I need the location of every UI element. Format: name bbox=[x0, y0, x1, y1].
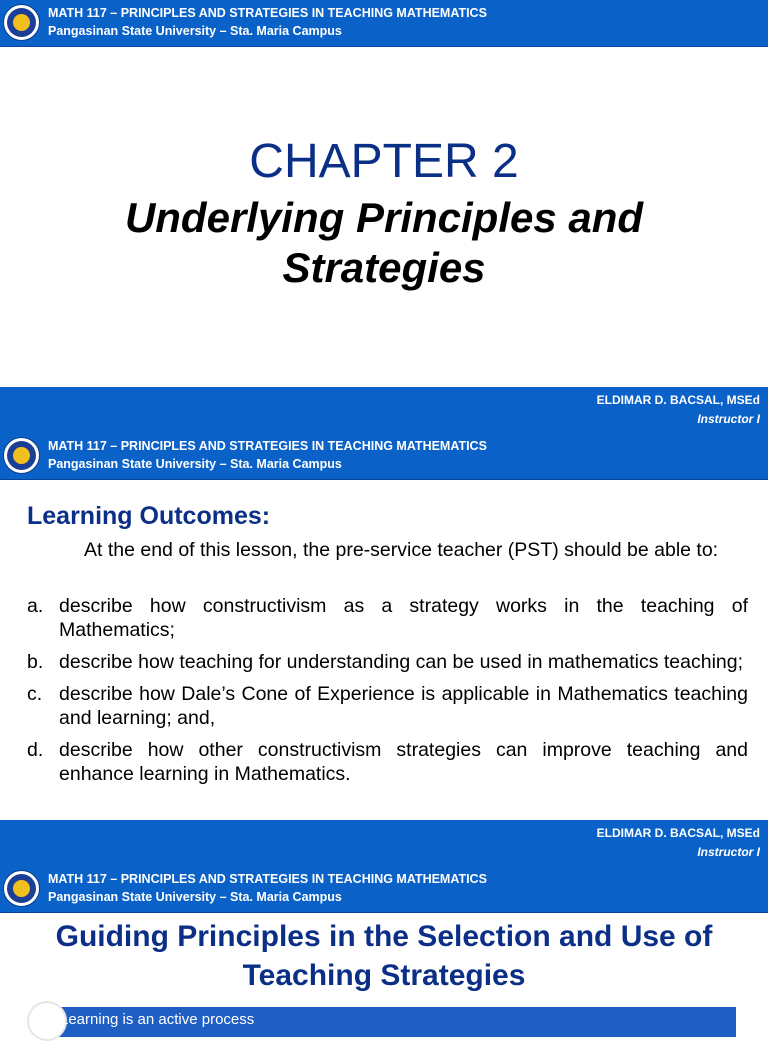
list-marker: a. bbox=[27, 595, 44, 617]
list-item bbox=[27, 594, 748, 642]
instructor-role: Instructor I bbox=[697, 412, 760, 426]
instructor-role: Instructor I bbox=[697, 845, 760, 859]
learning-outcomes-intro: At the end of this lesson, the pre-service teacher (PST) should be able to: bbox=[84, 539, 719, 561]
list-item bbox=[27, 682, 748, 730]
guiding-principles-title bbox=[0, 917, 768, 995]
slide-footer bbox=[0, 387, 768, 433]
slide-footer bbox=[0, 820, 768, 866]
campus-name: Pangasinan State University – Sta. Maria Campus bbox=[48, 890, 342, 904]
guiding-principles-title-line1: Guiding Principles in the Selection and Use of bbox=[55, 920, 713, 953]
slide-header bbox=[0, 866, 768, 913]
list-marker: b. bbox=[27, 651, 44, 673]
slide-chapter bbox=[0, 0, 768, 433]
learning-outcomes-list bbox=[27, 594, 748, 794]
list-item bbox=[27, 650, 748, 674]
chapter-title: CHAPTER 2 bbox=[249, 135, 519, 188]
instructor-name: ELDIMAR D. BACSAL, MSEd bbox=[596, 826, 760, 840]
list-marker: c. bbox=[27, 683, 43, 705]
principle-item-text: Learning is an active process bbox=[60, 1011, 255, 1028]
chapter-subtitle bbox=[0, 193, 768, 293]
university-seal-icon bbox=[3, 870, 40, 907]
instructor-name: ELDIMAR D. BACSAL, MSEd bbox=[596, 393, 760, 407]
campus-name: Pangasinan State University – Sta. Maria Campus bbox=[48, 24, 342, 38]
list-item-text: describe how constructivism as a strategy works in the teaching of Mathematics; bbox=[59, 595, 748, 641]
course-title: MATH 117 – PRINCIPLES AND STRATEGIES IN TEACHING MATHEMATICS bbox=[48, 6, 487, 20]
chapter-subtitle-line2: Strategies bbox=[282, 244, 486, 291]
campus-name: Pangasinan State University – Sta. Maria Campus bbox=[48, 457, 342, 471]
slide-header bbox=[0, 433, 768, 480]
list-item-text: describe how teaching for understanding can be used in mathematics teaching; bbox=[59, 651, 744, 673]
guiding-principles-title-line2: Teaching Strategies bbox=[242, 959, 526, 992]
slide-header bbox=[0, 0, 768, 47]
learning-outcomes-title: Learning Outcomes: bbox=[27, 502, 271, 530]
course-title: MATH 117 – PRINCIPLES AND STRATEGIES IN TEACHING MATHEMATICS bbox=[48, 872, 487, 886]
course-title: MATH 117 – PRINCIPLES AND STRATEGIES IN TEACHING MATHEMATICS bbox=[48, 439, 487, 453]
list-item-text: describe how Dale’s Cone of Experience is applicable in Mathematics teaching and learning; and, bbox=[59, 683, 748, 729]
list-item-text: describe how other constructivism strategies can improve teaching and enhance learning in Mathematics. bbox=[59, 739, 748, 785]
list-marker: d. bbox=[27, 739, 44, 761]
chapter-subtitle-line1: Underlying Principles and bbox=[124, 194, 644, 241]
university-seal-icon bbox=[3, 437, 40, 474]
university-seal-icon bbox=[3, 4, 40, 41]
list-item bbox=[27, 738, 748, 786]
